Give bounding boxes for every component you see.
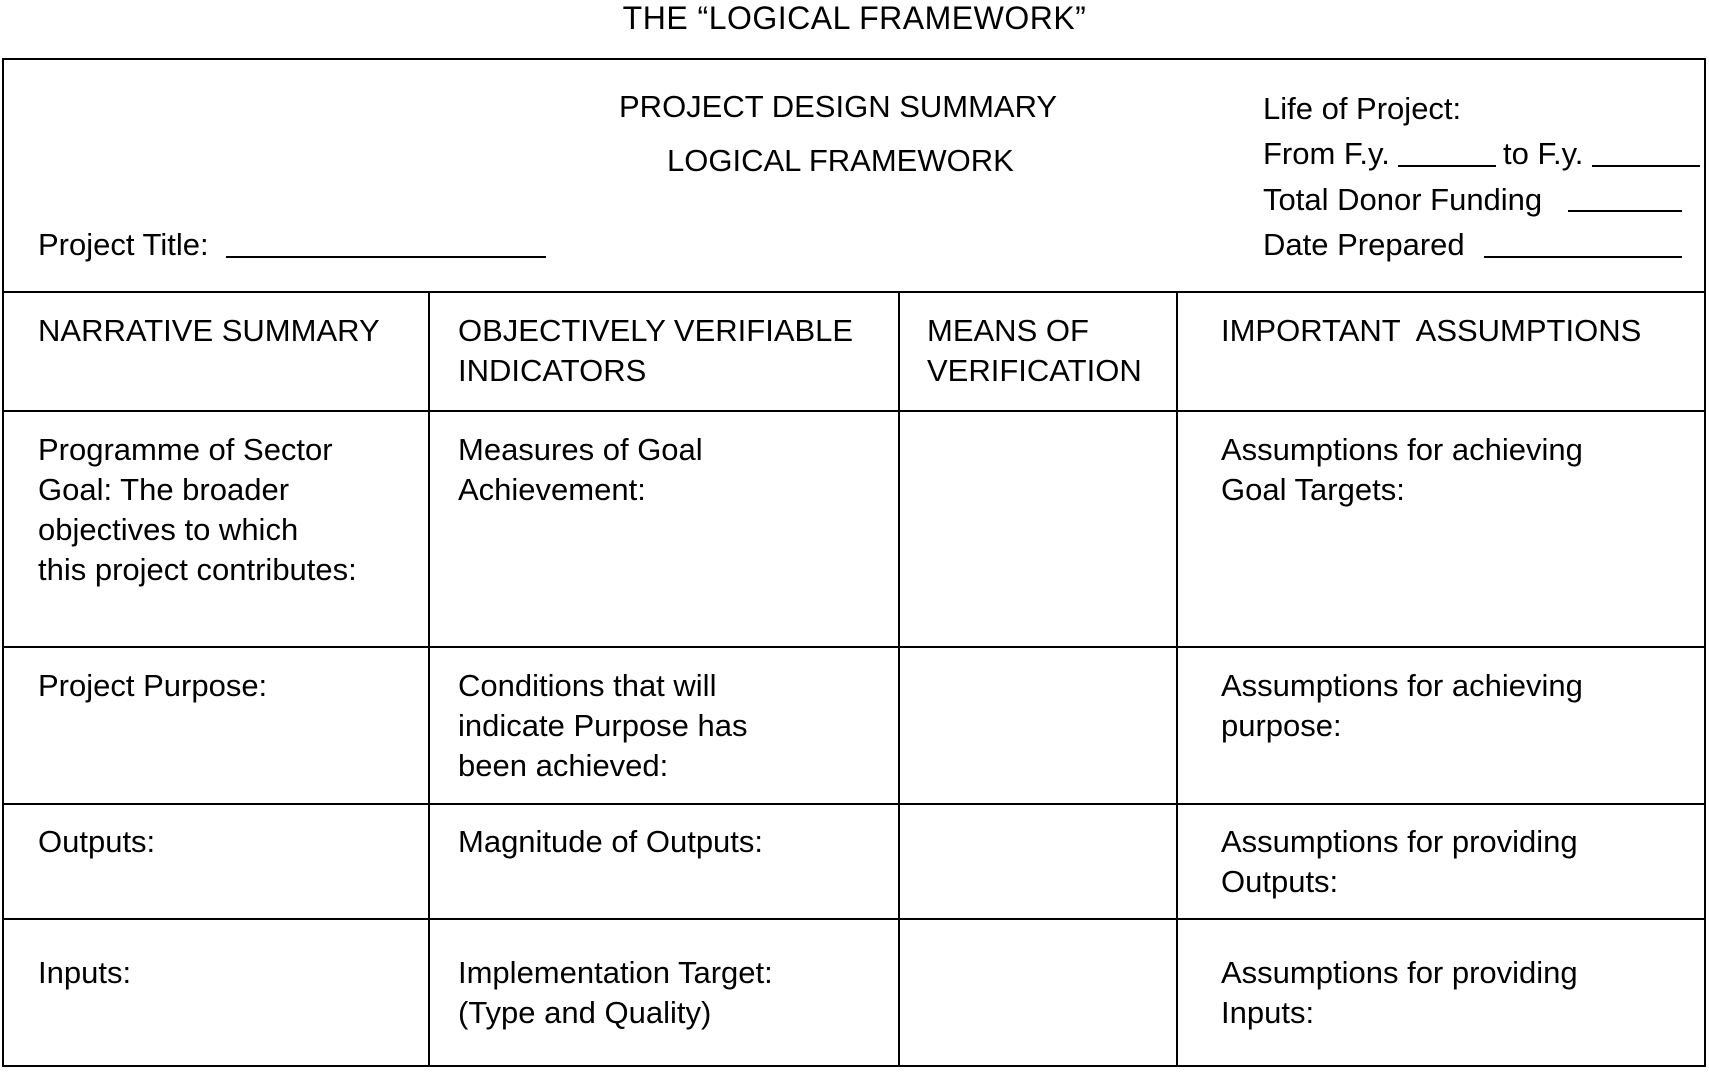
header-title: PROJECT DESIGN SUMMARY xyxy=(619,89,1058,124)
goal-narrative: objectives to which xyxy=(38,512,299,547)
goal-narrative: this project contributes: xyxy=(38,552,357,587)
outputs-indicators: Magnitude of Outputs: xyxy=(458,824,764,859)
column-header-indicators: OBJECTIVELY VERIFIABLE xyxy=(458,313,854,348)
from-fy-label: From F.y. xyxy=(1263,136,1390,171)
row-divider xyxy=(2,918,1706,920)
header-divider xyxy=(2,291,1706,293)
goal-indicators: Achievement: xyxy=(458,472,646,507)
project-title-label: Project Title: xyxy=(38,227,209,262)
header-subtitle: LOGICAL FRAMEWORK xyxy=(667,143,1014,178)
inputs-narrative: Inputs: xyxy=(38,955,132,990)
project-title-blank xyxy=(226,256,546,258)
from-fy-blank xyxy=(1398,165,1496,167)
goal-narrative: Goal: The broader xyxy=(38,472,290,507)
outputs-assumptions: Outputs: xyxy=(1221,864,1339,899)
to-fy-label: to F.y. xyxy=(1503,136,1584,171)
goal-narrative: Programme of Sector xyxy=(38,432,333,467)
column-header-divider xyxy=(2,410,1706,412)
column-header-narrative-summary: NARRATIVE SUMMARY xyxy=(38,313,380,348)
purpose-indicators: indicate Purpose has xyxy=(458,708,748,743)
purpose-indicators: Conditions that will xyxy=(458,668,717,703)
column-divider xyxy=(1176,291,1178,1067)
purpose-assumptions: Assumptions for achieving xyxy=(1221,668,1583,703)
inputs-assumptions: Assumptions for providing xyxy=(1221,955,1578,990)
to-fy-blank xyxy=(1592,165,1700,167)
column-header-means-of-verification: VERIFICATION xyxy=(927,353,1142,388)
purpose-narrative: Project Purpose: xyxy=(38,668,268,703)
total-donor-funding-blank xyxy=(1568,210,1682,212)
row-divider xyxy=(2,646,1706,648)
outputs-narrative: Outputs: xyxy=(38,824,156,859)
outputs-assumptions: Assumptions for providing xyxy=(1221,824,1578,859)
date-prepared-blank xyxy=(1484,256,1682,258)
purpose-assumptions: purpose: xyxy=(1221,708,1342,743)
date-prepared-label: Date Prepared xyxy=(1263,227,1465,262)
purpose-indicators: been achieved: xyxy=(458,748,669,783)
column-header-indicators: INDICATORS xyxy=(458,353,647,388)
row-divider xyxy=(2,803,1706,805)
total-donor-funding-label: Total Donor Funding xyxy=(1263,182,1543,217)
inputs-indicators: (Type and Quality) xyxy=(458,995,712,1030)
document-title: THE “LOGICAL FRAMEWORK” xyxy=(622,0,1087,36)
inputs-indicators: Implementation Target: xyxy=(458,955,773,990)
goal-assumptions: Assumptions for achieving xyxy=(1221,432,1583,467)
column-divider xyxy=(428,291,430,1067)
life-of-project-label: Life of Project: xyxy=(1263,91,1462,126)
inputs-assumptions: Inputs: xyxy=(1221,995,1315,1030)
column-header-important-assumptions: IMPORTANT ASSUMPTIONS xyxy=(1221,313,1642,348)
goal-assumptions: Goal Targets: xyxy=(1221,472,1405,507)
goal-indicators: Measures of Goal xyxy=(458,432,703,467)
column-divider xyxy=(898,291,900,1067)
column-header-means-of-verification: MEANS OF xyxy=(927,313,1089,348)
